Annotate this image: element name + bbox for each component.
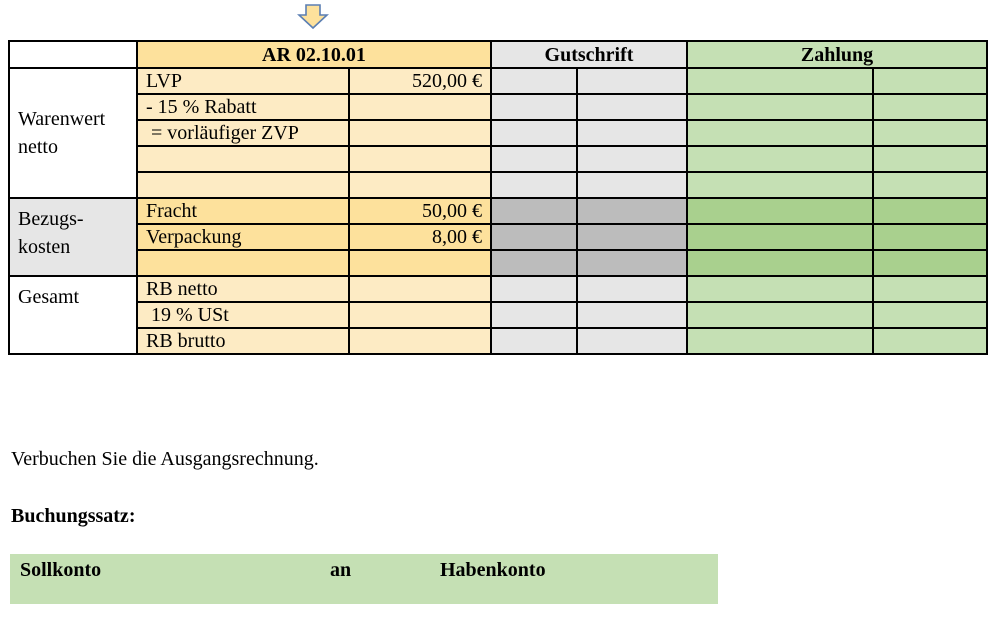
- gutschrift-cell[interactable]: [577, 120, 687, 146]
- row-amount: [349, 172, 491, 198]
- row-label: Fracht: [137, 198, 349, 224]
- row-label: [137, 146, 349, 172]
- corner-cell: [9, 41, 137, 68]
- gutschrift-cell[interactable]: [577, 276, 687, 302]
- row-label: RB netto: [137, 276, 349, 302]
- zahlung-cell[interactable]: [687, 328, 873, 354]
- gutschrift-cell[interactable]: [577, 146, 687, 172]
- row-amount: [349, 120, 491, 146]
- haben-label: Habenkonto: [440, 559, 546, 581]
- zahlung-cell[interactable]: [687, 172, 873, 198]
- gutschrift-cell[interactable]: [577, 198, 687, 224]
- table-row: [9, 198, 987, 224]
- zahlung-cell[interactable]: [687, 68, 873, 94]
- gutschrift-header: Gutschrift: [491, 41, 687, 68]
- group-bezugskosten: Bezugs-kosten: [9, 198, 137, 276]
- row-label: RB brutto: [137, 328, 349, 354]
- gutschrift-cell[interactable]: [577, 328, 687, 354]
- gutschrift-cell[interactable]: [577, 94, 687, 120]
- zahlung-cell[interactable]: [873, 328, 987, 354]
- gutschrift-cell[interactable]: [491, 302, 577, 328]
- header-row: [9, 41, 987, 68]
- gutschrift-cell[interactable]: [577, 224, 687, 250]
- row-amount: [349, 250, 491, 276]
- table-row: [9, 172, 987, 198]
- row-label: LVP: [137, 68, 349, 94]
- table-row: [9, 250, 987, 276]
- row-label: 19 % USt: [137, 302, 349, 328]
- zahlung-cell[interactable]: [873, 224, 987, 250]
- zahlung-cell[interactable]: [873, 276, 987, 302]
- table-row: [9, 276, 987, 302]
- row-label: [137, 250, 349, 276]
- zahlung-cell[interactable]: [873, 250, 987, 276]
- gutschrift-cell[interactable]: [491, 276, 577, 302]
- table-row: [9, 302, 987, 328]
- zahlung-cell[interactable]: [687, 250, 873, 276]
- zahlung-cell[interactable]: [873, 198, 987, 224]
- group-gesamt: Gesamt: [9, 276, 137, 354]
- gutschrift-cell[interactable]: [491, 120, 577, 146]
- zahlung-cell[interactable]: [873, 302, 987, 328]
- zahlung-cell[interactable]: [687, 146, 873, 172]
- zahlung-cell[interactable]: [687, 120, 873, 146]
- zahlung-cell[interactable]: [873, 68, 987, 94]
- gutschrift-cell[interactable]: [491, 224, 577, 250]
- row-amount: 50,00 €: [349, 198, 491, 224]
- row-label: - 15 % Rabatt: [137, 94, 349, 120]
- row-label: Verpackung: [137, 224, 349, 250]
- row-amount: [349, 146, 491, 172]
- zahlung-cell[interactable]: [873, 120, 987, 146]
- gutschrift-cell[interactable]: [491, 146, 577, 172]
- zahlung-cell[interactable]: [687, 276, 873, 302]
- journal-entry-bar[interactable]: [10, 554, 718, 604]
- gutschrift-cell[interactable]: [491, 198, 577, 224]
- zahlung-cell[interactable]: [687, 198, 873, 224]
- row-amount: 520,00 €: [349, 68, 491, 94]
- ar-header: AR 02.10.01: [137, 41, 491, 68]
- zahlung-header: Zahlung: [687, 41, 987, 68]
- zahlung-cell[interactable]: [873, 146, 987, 172]
- row-amount: [349, 94, 491, 120]
- gutschrift-cell[interactable]: [491, 328, 577, 354]
- buchungssatz-label: Buchungssatz:: [11, 505, 136, 527]
- row-amount: 8,00 €: [349, 224, 491, 250]
- gutschrift-cell[interactable]: [577, 250, 687, 276]
- table-row: [9, 94, 987, 120]
- gutschrift-cell[interactable]: [491, 68, 577, 94]
- zahlung-cell[interactable]: [873, 172, 987, 198]
- soll-label: Sollkonto: [20, 559, 102, 581]
- zahlung-cell[interactable]: [873, 94, 987, 120]
- row-amount: [349, 328, 491, 354]
- invoice-calculation-table: [8, 40, 988, 355]
- table-row: [9, 146, 987, 172]
- table-row: [9, 120, 987, 146]
- table-row: [9, 224, 987, 250]
- row-label: [137, 172, 349, 198]
- an-label: an: [330, 559, 352, 581]
- gutschrift-cell[interactable]: [577, 172, 687, 198]
- row-amount: [349, 276, 491, 302]
- gutschrift-cell[interactable]: [577, 302, 687, 328]
- table-row: [9, 68, 987, 94]
- row-amount: [349, 302, 491, 328]
- zahlung-cell[interactable]: [687, 302, 873, 328]
- task-text: Verbuchen Sie die Ausgangsrechnung.: [11, 448, 319, 470]
- gutschrift-cell[interactable]: [491, 94, 577, 120]
- gutschrift-cell[interactable]: [491, 250, 577, 276]
- table-row: [9, 328, 987, 354]
- gutschrift-cell[interactable]: [491, 172, 577, 198]
- gutschrift-cell[interactable]: [577, 68, 687, 94]
- down-arrow-icon: [297, 4, 329, 30]
- zahlung-cell[interactable]: [687, 94, 873, 120]
- zahlung-cell[interactable]: [687, 224, 873, 250]
- row-label: = vorläufiger ZVP: [137, 120, 349, 146]
- group-warenwert: Warenwert netto: [9, 68, 137, 198]
